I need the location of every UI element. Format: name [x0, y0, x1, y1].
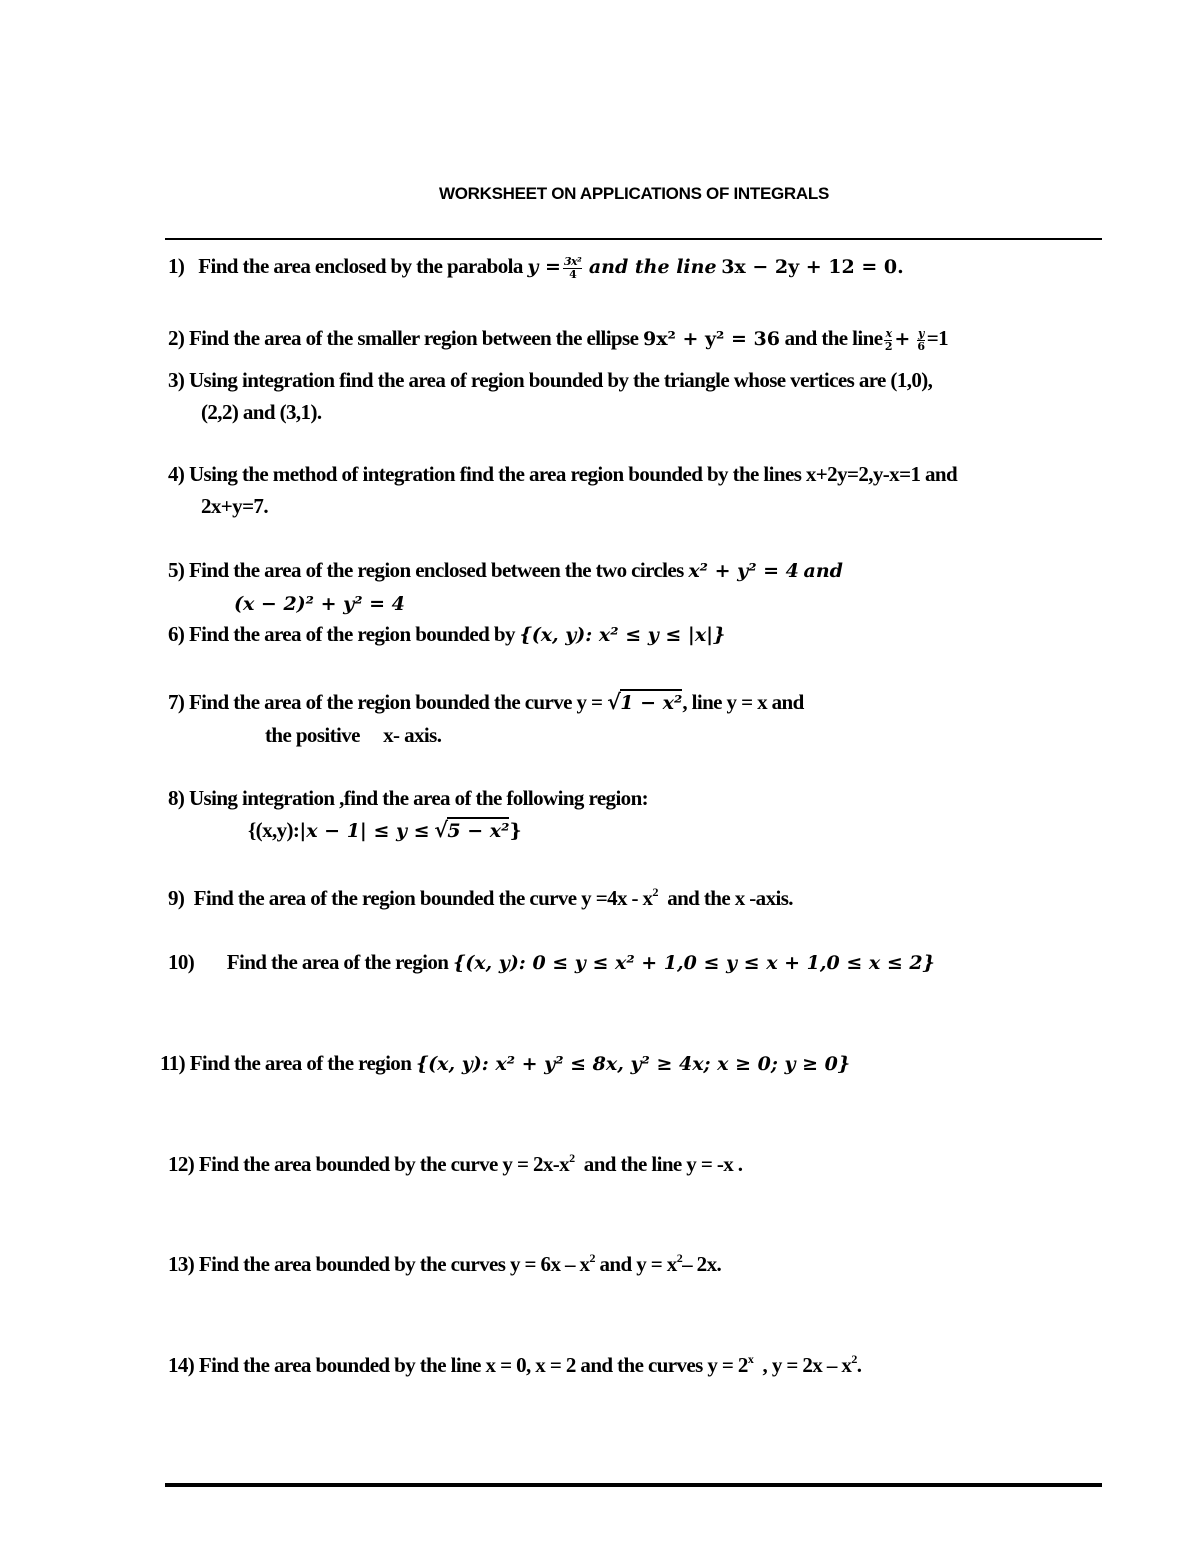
question-4: 4) Using the method of integration find the area region bounded by the lines x+2y=2,y-x=1 and 2x+y=7.: [168, 462, 958, 518]
question-9: 9) Find the area of the region bounded the curve $y =4x - x^2$ and the x -axis.: [168, 885, 793, 910]
fraction: $\frac{x}{2}$: [884, 326, 892, 353]
question-7: 7) Find the area of the region bounded the curve y = √1 − x², line y = x and the positive x- axis.: [168, 689, 804, 747]
question-12: 12) Find the area bounded by the curve $y = 2x-x^2$ and the line y = -x .: [168, 1151, 743, 1176]
question-1: 1) Find the area enclosed by the parabola y = $\frac{\text{3x²}}{4}$ and the line 3x − 2y + 12 = 0.: [168, 254, 904, 281]
question-10: 10) Find the area of the region {(x, y): 0 ≤ y ≤ x² + 1,0 ≤ y ≤ x + 1,0 ≤ x ≤ 2}: [168, 950, 935, 974]
top-divider: [165, 238, 1102, 240]
fraction: $\frac{y}{6}$: [917, 326, 925, 353]
bottom-divider: [165, 1483, 1102, 1487]
sqrt-sign: √: [434, 817, 448, 842]
question-14: 14) Find the area bounded by the line x = 0, x = 2 and the curves $y = 2^x$ , $y = 2x - x^2$.: [168, 1352, 862, 1377]
question-5: 5) Find the area of the region enclosed between the two circles x² + y² = 4 and (x − 2)² + y² = 4: [168, 558, 843, 615]
sqrt-sign: √: [607, 689, 621, 714]
question-13: 13) Find the area bounded by the curves $y = 6x - x^2$ and $y = x^2-$ 2x.: [168, 1251, 722, 1276]
question-3: 3) Using integration find the area of region bounded by the triangle whose vertices are (1,0), (2,2) and (3,1).: [168, 368, 933, 424]
question-2: 2) Find the area of the smaller region between the ellipse 9x² + y² = 36 and the line $\frac{x}{2}$ + $\frac{y}{6}$ =1: [168, 326, 949, 353]
question-8: 8) Using integration ,find the area of the following region: {(x,y):|x − 1| ≤ y ≤ √5 − x²}: [168, 786, 649, 842]
fraction: $\frac{\text{3x²}}{4}$: [563, 254, 582, 281]
page-title: WORKSHEET ON APPLICATIONS OF INTEGRALS: [439, 184, 829, 203]
question-6: 6) Find the area of the region bounded by {(x, y): x² ≤ y ≤ |x|}: [168, 622, 726, 646]
question-11: 11) Find the area of the region {(x, y): x² + y² ≤ 8x, y² ≥ 4x; x ≥ 0; y ≥ 0}: [160, 1051, 851, 1075]
